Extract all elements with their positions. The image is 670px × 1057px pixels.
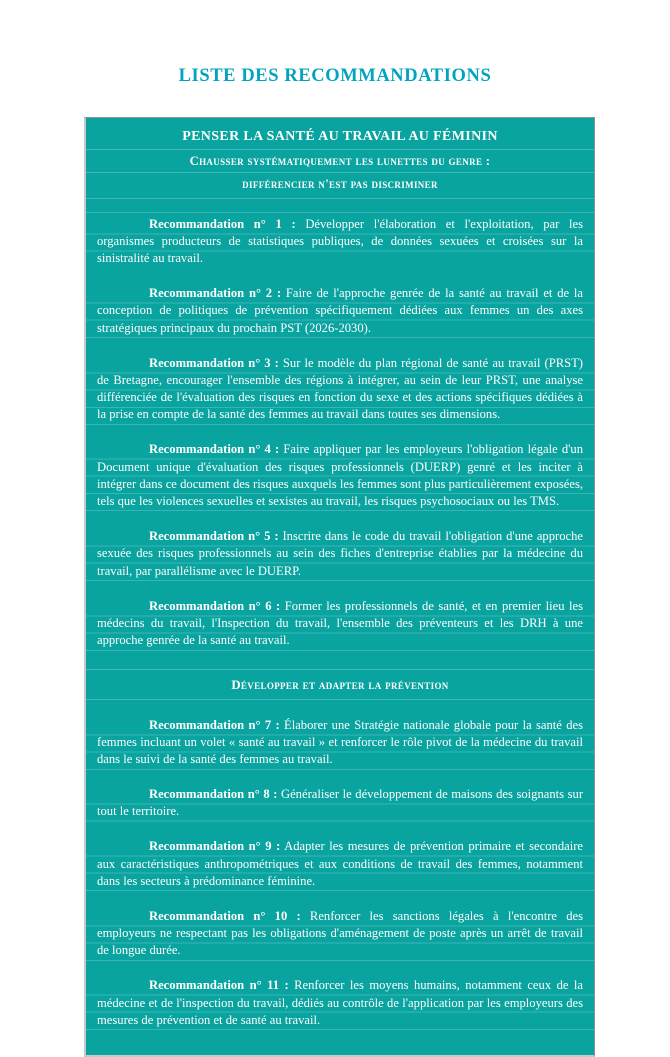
- recommendation-body: Développer l'élaboration et l'exploitation, par les organismes producteurs de statistiques publiques, de données sexuées et croisées sur la sinistralité au travail.: [97, 216, 583, 266]
- recommendation-lead: Recommandation n° 2 :: [149, 286, 282, 301]
- recommendation-lead: Recommandation n° 11 :: [149, 978, 289, 993]
- recommendation-item: [86, 351, 594, 425]
- recommendation-lead: Recommandation n° 4 :: [149, 442, 280, 457]
- recommendation-body: Sur le modèle du plan régional de santé au travail (PRST) de Bretagne, encourager l'ensemble des régions à intégrer, au sein de leur PRST, une analyse différenciée de l'évaluation des risques en fonction du sexe et des actions spécifiques dédiées à la prise en compte de la santé des femmes au travail dans toutes ses dimensions.: [97, 355, 583, 422]
- recommendation-item: [86, 713, 594, 770]
- recommendation-lead: Recommandation n° 6 :: [149, 598, 281, 613]
- recommendation-body: Généraliser le développement de maisons des soignants sur tout le territoire.: [97, 787, 584, 819]
- box-heading-sub-line1: Chausser systématiquement les lunettes du genre :: [86, 150, 594, 173]
- recommendation-item: [86, 834, 594, 891]
- recommendation-item: [86, 524, 594, 581]
- recommendation-lead: Recommandation n° 3 :: [149, 355, 279, 370]
- recommendation-body: Élaborer une Stratégie nationale globale pour la santé des femmes incluant un volet « santé au travail » et renforcer le rôle pivot de la médecine du travail dans le suivi de la santé des femmes au travail.: [97, 717, 583, 767]
- recommendation-lead: Recommandation n° 7 :: [149, 717, 280, 732]
- recommendation-item: [86, 281, 594, 338]
- recommendation-body: Faire appliquer par les employeurs l'obligation légale d'un Document unique d'évaluation des risques professionnels (DUERP) genré et les inciter à intégrer dans ce document des risques auxquels les femmes sont plus particulièrement exposées, tels que les violences sexuelles et sexistes au travail, les risques psychosociaux ou les TMS.: [97, 442, 584, 509]
- recommendation-item: [86, 782, 594, 822]
- recommendation-body: Faire de l'approche genrée de la santé au travail et de la conception de politiques de prévention spécifiquement dédiées aux femmes un des axes stratégiques principaux du prochain PST (2026-2030).: [97, 286, 583, 335]
- recommendation-item: [86, 437, 594, 511]
- recommendation-item: [86, 973, 594, 1030]
- recommendation-body: Inscrire dans le code du travail l'obligation d'une approche sexuée des risques professionnels au sein des fiches d'entreprise établies par la médecine du travail, par parallélisme avec le DUERP.: [97, 529, 583, 578]
- recommendation-body: Adapter les mesures de prévention primaire et secondaire aux caractéristiques anthropométriques et aux conditions de travail des femmes, notamment dans les secteurs à prédominance féminine.: [97, 839, 583, 888]
- section-heading-prevention: Développer et adapter la prévention: [86, 669, 594, 700]
- recommendation-lead: Recommandation n° 10 :: [149, 908, 301, 923]
- recommendation-body: Renforcer les moyens humains, notamment ceux de la médecine et de l'inspection du travail, dédiés au contrôle de l'application par les employeurs des mesures de prévention et de santé au travail.: [97, 978, 583, 1027]
- box-heading-sub-line2: différencier n'est pas discriminer: [86, 173, 594, 199]
- recommendation-item: [86, 212, 594, 269]
- recommendation-lead: Recommandation n° 1 :: [149, 216, 296, 231]
- recommendation-lead: Recommandation n° 8 :: [149, 787, 278, 802]
- page-title: LISTE DES RECOMMANDATIONS: [178, 66, 492, 86]
- recommendation-lead: Recommandation n° 5 :: [149, 529, 279, 544]
- box-heading-main: PENSER LA SANTÉ AU TRAVAIL AU FÉMININ: [86, 118, 594, 150]
- recommendation-body: Renforcer les sanctions légales à l'encontre des employeurs ne respectant pas les obligations d'aménagement de poste après un arrêt de travail de longue durée.: [97, 908, 583, 958]
- recommendation-item: [86, 594, 594, 651]
- recommendation-item: [86, 904, 594, 961]
- recommendation-body: Former les professionnels de santé, et en premier lieu les médecins du travail, l'Inspection du travail, l'ensemble des préventeurs et les DRH à une approche genrée de la santé au travail.: [97, 598, 583, 648]
- recommendation-lead: Recommandation n° 9 :: [149, 839, 281, 854]
- recommendations-box: [84, 117, 595, 1057]
